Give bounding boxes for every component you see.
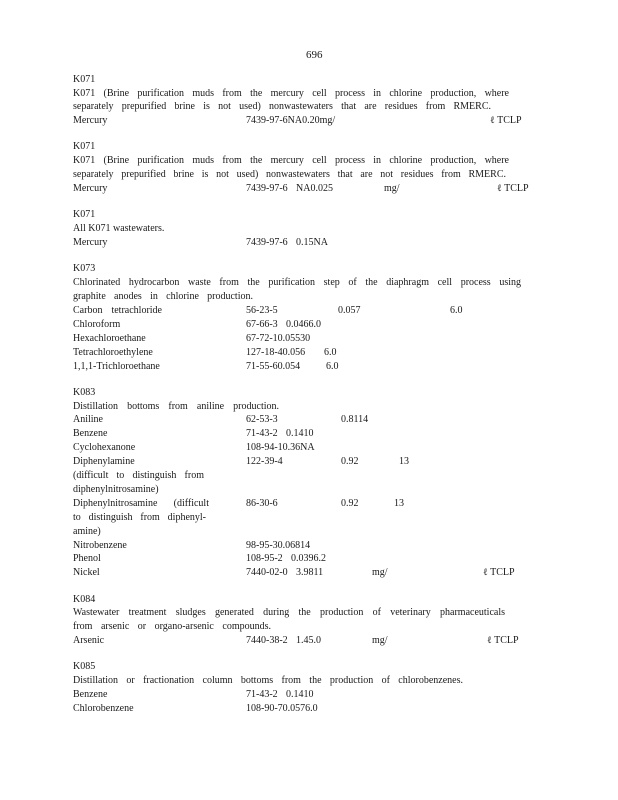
cas-number: 62-53-3 — [246, 414, 278, 425]
constituent-name: Chlorobenzene — [73, 703, 134, 714]
section-description: K071 (Brine purification muds from the mercury cell process in chlorine production, where — [73, 155, 509, 166]
unit-label: mg/ — [372, 635, 388, 646]
value-cell: NA0.025 — [296, 183, 333, 194]
constituent-name: Tetrachloroethylene — [73, 347, 153, 358]
section-description: All K071 wastewaters. — [73, 223, 165, 234]
section-code: K085 — [73, 661, 96, 672]
constituent-name: Arsenic — [73, 635, 105, 646]
value-cell: 13 — [399, 456, 409, 467]
value-cell: 6.0 — [324, 347, 337, 358]
constituent-name: Benzene — [73, 428, 108, 439]
constituent-name: Nitrobenzene — [73, 540, 127, 551]
constituent-name: Mercury — [73, 115, 108, 126]
tclp-label: ℓ TCLP — [483, 567, 515, 578]
constituent-name: Aniline — [73, 414, 103, 425]
cas-number: 7439-97-6NA0.20mg/ — [246, 115, 336, 126]
value-cell: 0.15NA — [296, 237, 328, 248]
value-cell: 0.8114 — [341, 414, 369, 425]
cas-number: 56-23-5 — [246, 305, 278, 316]
constituent-name: Benzene — [73, 689, 108, 700]
value-cell: 0.92 — [341, 456, 359, 467]
unit-label: mg/ — [384, 183, 400, 194]
cas-number: 122-39-4 — [246, 456, 283, 467]
cas-number: 127-18-40.056 — [246, 347, 306, 358]
value-cell: 0.1410 — [286, 689, 314, 700]
cas-number: 71-43-2 — [246, 689, 278, 700]
section-description: Distillation or fractionation column bottoms from the production of chlorobenzenes. — [73, 675, 463, 686]
section-description: Chlorinated hydrocarbon waste from the purification step of the diaphragm cell process using — [73, 277, 521, 288]
section-code: K084 — [73, 594, 96, 605]
tclp-label: ℓ TCLP — [487, 635, 519, 646]
page-number: 696 — [306, 49, 323, 61]
value-cell: 3.9811 — [296, 567, 324, 578]
tclp-label: ℓ TCLP — [497, 183, 529, 194]
constituent-name: 1,1,1-Trichloroethane — [73, 361, 160, 372]
section-description: K071 (Brine purification muds from the mercury cell process in chlorine production, where — [73, 88, 509, 99]
constituent-name: Mercury — [73, 237, 108, 248]
cas-number: 108-95-2 — [246, 553, 283, 564]
section-description: from arsenic or organo-arsenic compounds. — [73, 621, 271, 632]
value-cell: 6.0 — [326, 361, 339, 372]
cas-number: 98-95-30.06814 — [246, 540, 311, 551]
section-code: K083 — [73, 387, 96, 398]
constituent-name: Diphenylnitrosamine (difficult — [73, 498, 209, 509]
value-cell: 13 — [394, 498, 404, 509]
value-cell: 0.1410 — [286, 428, 314, 439]
cas-number: 86-30-6 — [246, 498, 278, 509]
constituent-name: Nickel — [73, 567, 100, 578]
constituent-note: diphenylnitrosamine) — [73, 484, 159, 495]
constituent-name: Diphenylamine — [73, 456, 135, 467]
cas-number: 7440-38-2 — [246, 635, 288, 646]
constituent-name: Hexachloroethane — [73, 333, 146, 344]
constituent-name: Chloroform — [73, 319, 121, 330]
constituent-name: Cyclohexanone — [73, 442, 136, 453]
section-description: separately prepurified brine is not used) nonwastewaters that are not residues from RMERC. — [73, 169, 506, 180]
section-code: K071 — [73, 141, 96, 152]
cas-number: 7440-02-0 — [246, 567, 288, 578]
constituent-name: Carbon tetrachloride — [73, 305, 162, 316]
constituent-note: amine) — [73, 526, 101, 537]
section-description: Distillation bottoms from aniline production. — [73, 401, 279, 412]
constituent-note: (difficult to distinguish from — [73, 470, 204, 481]
cas-number: 67-66-3 — [246, 319, 278, 330]
cas-number: 71-55-60.054 — [246, 361, 301, 372]
constituent-name: Phenol — [73, 553, 101, 564]
cas-number: 7439-97-6 — [246, 237, 288, 248]
value-cell: 0.0466.0 — [286, 319, 321, 330]
value-cell: 0.92 — [341, 498, 359, 509]
section-description: separately prepurified brine is not used) nonwastewaters that are residues from RMERC. — [73, 101, 491, 112]
constituent-name: Mercury — [73, 183, 108, 194]
unit-label: mg/ — [372, 567, 388, 578]
value-cell: 1.45.0 — [296, 635, 321, 646]
value-cell: 0.057 — [338, 305, 361, 316]
constituent-note: to distinguish from diphenyl- — [73, 512, 206, 523]
cas-number: 108-90-70.0576.0 — [246, 703, 318, 714]
cas-number: 67-72-10.05530 — [246, 333, 311, 344]
section-code: K073 — [73, 263, 96, 274]
value-cell: 0.0396.2 — [291, 553, 326, 564]
cas-number: 71-43-2 — [246, 428, 278, 439]
section-code: K071 — [73, 74, 96, 85]
section-description: Wastewater treatment sludges generated during the production of veterinary pharmaceuticals — [73, 607, 505, 618]
tclp-label: ℓ TCLP — [490, 115, 522, 126]
section-description: graphite anodes in chlorine production. — [73, 291, 253, 302]
value-cell: 6.0 — [450, 305, 463, 316]
cas-number: 108-94-10.36NA — [246, 442, 315, 453]
section-code: K071 — [73, 209, 96, 220]
cas-number: 7439-97-6 — [246, 183, 288, 194]
